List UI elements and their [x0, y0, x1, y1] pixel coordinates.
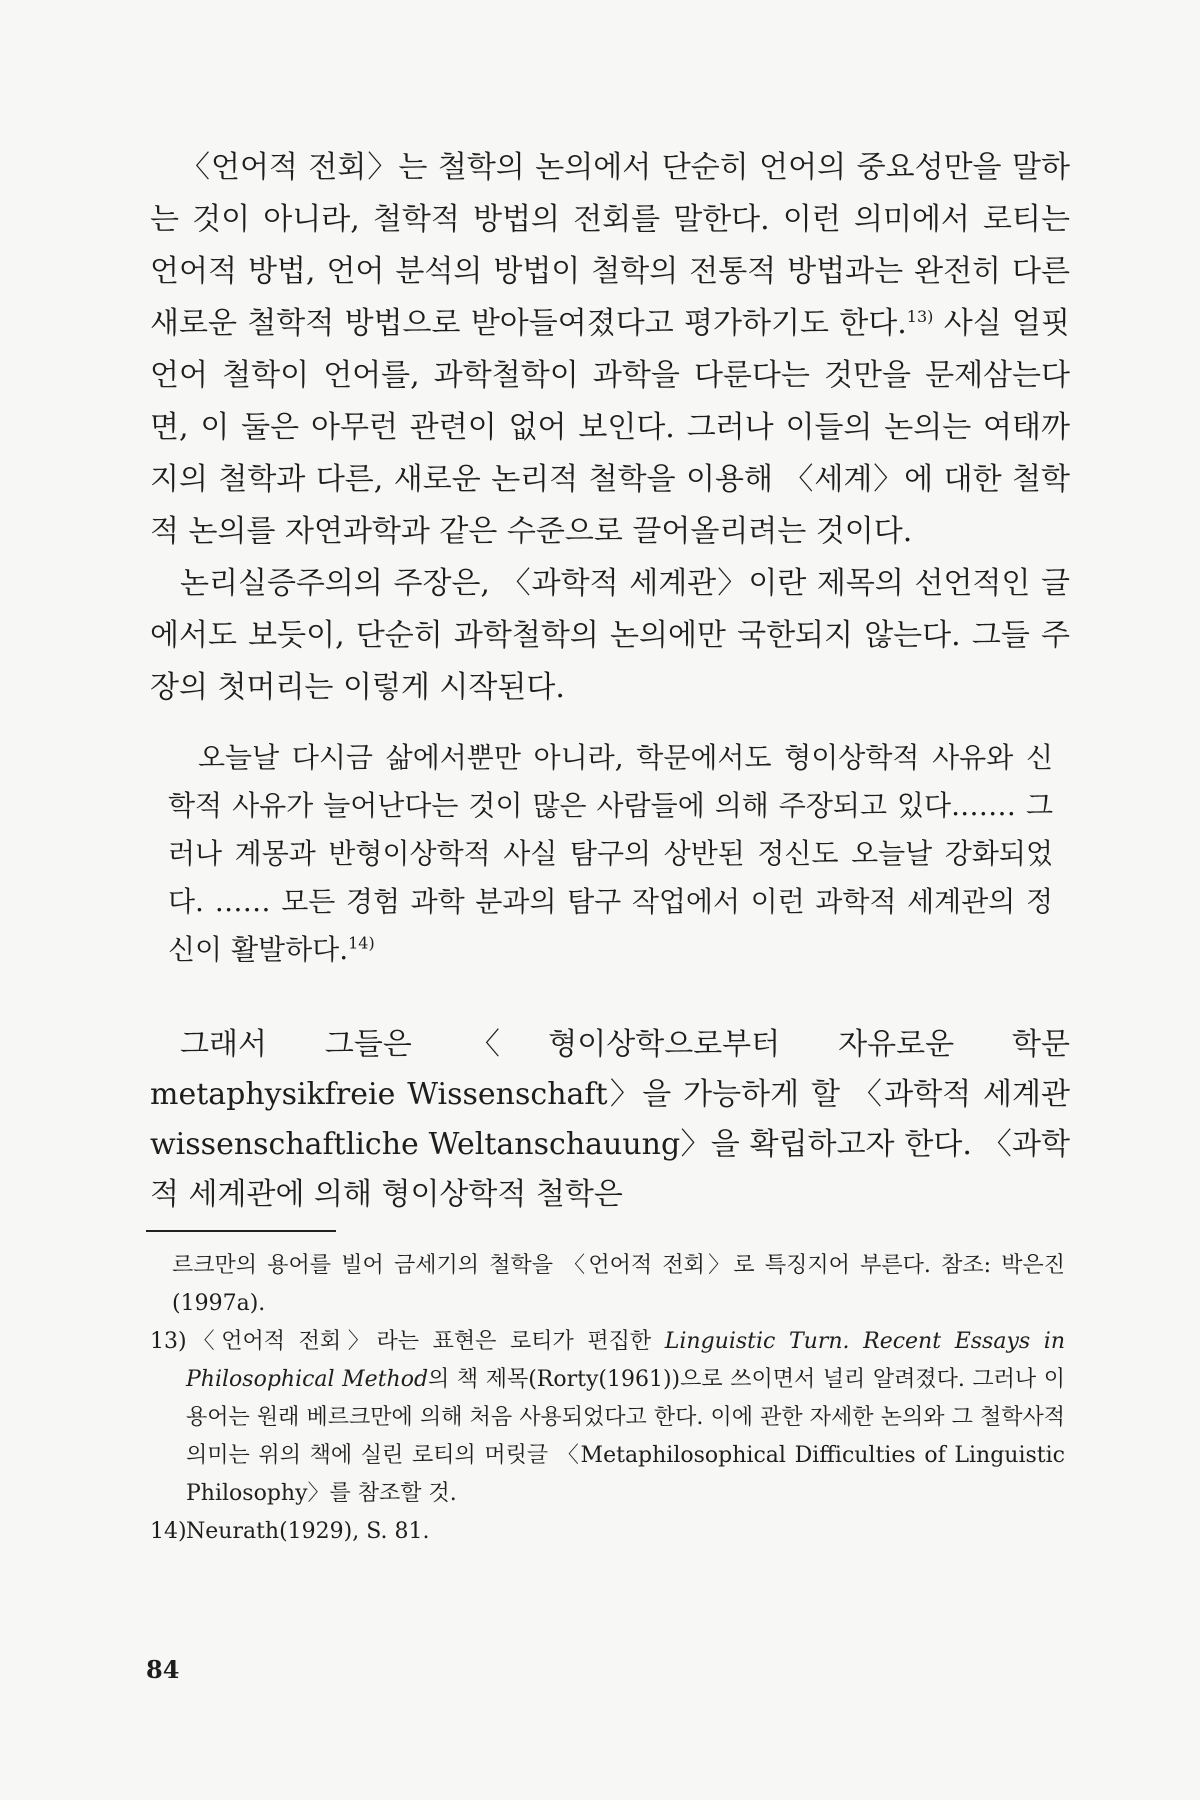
footnote-divider [146, 1230, 336, 1232]
paragraph-linguistic-turn [150, 142, 1070, 558]
footnote-ref-14[interactable]: 14) [348, 933, 375, 953]
paragraph-scientific-worldview: 그래서 그들은 〈형이상학으로부터 자유로운 학문metaphysikfreie Wissenschaft〉을 가능하게 할 〈과학적 세계관 wissenschaftliche Weltanschauung〉을 확립하고자 한다. 〈과학적 세계관에 의해 형이상학적 철학은 [150, 1027, 1070, 1212]
paragraph-text-continued: 사실 얼핏 언어 철학이 언어를, 과학철학이 과학을 다룬다는 것만을 문제삼는다면, 이 둘은 아무런 관련이 없어 보인다. 그러나 이들의 논의는 여태까지의 철학과 다른, 새로운 논리적 철학을 이용해 〈세계〉에 대한 철학적 논의를 자연과학과 같은 수준으로 끌어올리려는 것이다. [150, 306, 1070, 549]
footnote-13 [150, 1323, 1065, 1513]
footnote-14-number: 14) [150, 1519, 187, 1544]
body-text-top [150, 142, 1070, 714]
footnote-13-text-continued: 의 책 제목(Rorty(1961))으로 쓰이면서 널리 알려졌다. 그러나 이 용어는 원래 베르크만에 의해 처음 사용되었다고 한다. 이에 관한 자세한 논의와 그 철학사적 의미는 위의 책에 실린 로티의 머릿글 〈Metaphilosophical Difficulties of Linguistic Philosophy〉를 참조할 것. [186, 1367, 1065, 1506]
paragraph-logical-positivism: 논리실증주의의 주장은, 〈과학적 세계관〉이란 제목의 선언적인 글에서도 보듯이, 단순히 과학철학의 논의에만 국한되지 않는다. 그들 주장의 첫머리는 이렇게 시작된다. [150, 566, 1070, 705]
body-text-bottom [150, 1020, 1070, 1220]
footnote-14 [150, 1513, 1065, 1551]
footnotes [150, 1247, 1065, 1551]
paragraph-text: 〈언어적 전회〉는 철학의 논의에서 단순히 언어의 중요성만을 말하는 것이 아니라, 철학적 방법의 전회를 말한다. 이런 의미에서 로티는 언어적 방법, 언어 분석의 방법이 철학의 전통적 방법과는 완전히 다른 새로운 철학적 방법으로 받아들여졌다고 평가하기도 한다. [150, 150, 1070, 341]
footnote-ref-13[interactable]: 13) [906, 307, 934, 326]
footnote-14-text: Neurath(1929), S. 81. [186, 1519, 430, 1544]
page-number: 84 [146, 1655, 180, 1684]
quote-text: 오늘날 다시금 삶에서뿐만 아니라, 학문에서도 형이상학적 사유와 신학적 사유가 늘어난다는 것이 많은 사람들에 의해 주장되고 있다.…… 그러나 계몽과 반형이상학적 사실 탐구의 상반된 정신도 오늘날 강화되었다. …… 모든 경험 과학 분과의 탐구 작업에서 이런 과학적 세계관의 정신이 활발하다. [168, 741, 1053, 966]
footnote-13-book-title: Linguistic Turn. Recent Essays in Philosophical Method [186, 1329, 1066, 1392]
footnote-13-text: 〈언어적 전회〉라는 표현은 로티가 편집한 [186, 1329, 665, 1354]
block-quote [168, 734, 1053, 974]
footnote-13-number: 13) [150, 1329, 187, 1354]
footnote-continuation: 르크만의 용어를 빌어 금세기의 철학을 〈언어적 전회〉로 특징지어 부른다. 참조: 박은진(1997a). [172, 1253, 1065, 1316]
